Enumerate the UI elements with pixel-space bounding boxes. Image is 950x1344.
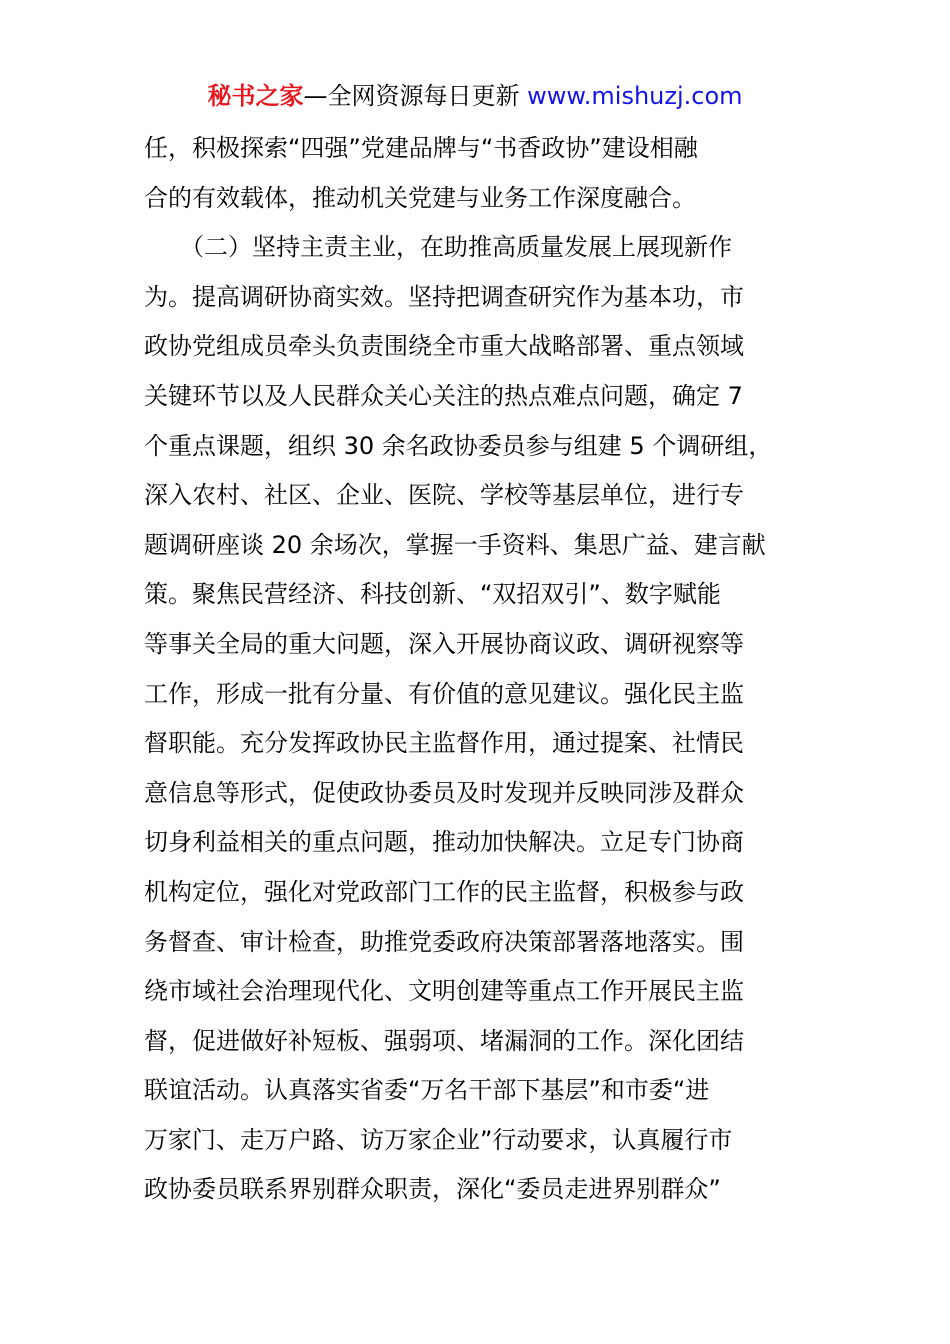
text-line: 关键环节以及人民群众关心关注的热点难点问题，确定 7 (144, 381, 743, 410)
site-header (0, 80, 950, 112)
text-line: 个重点课题，组织 30 余名政协委员参与组建 5 个调研组， (144, 431, 773, 460)
text-line: 合的有效载体，推动机关党建与业务工作深度融合。 (144, 183, 696, 212)
text-line: 为。提高调研协商实效。坚持把调查研究作为基本功，市 (144, 282, 744, 311)
text-line: 题调研座谈 20 余场次，掌握一手资料、集思广益、建言献 (144, 530, 766, 559)
document-body (144, 124, 824, 1215)
text-line: 任，积极探索“四强”党建品牌与“书香政协”建设相融 (144, 134, 698, 162)
text-line: 绕市域社会治理现代化、文明创建等重点工作开展民主监 (144, 977, 744, 1006)
text-line: （二）坚持主责主业，在助推高质量发展上展现新作 (144, 233, 732, 262)
text-line: 万家门、走万户路、访万家企业”行动要求，认真履行市 (144, 1125, 733, 1154)
text-line: 策。聚焦民营经济、科技创新、“双招双引”、数字赋能 (144, 580, 721, 609)
header-tagline: —全网资源每日更新 (303, 82, 528, 110)
text-line: 务督查、审计检查，助推党委政府决策部署落地落实。围 (144, 927, 744, 956)
text-line: 等事关全局的重大问题，深入开展协商议政、调研视察等 (144, 629, 744, 658)
text-line: 深入农村、社区、企业、医院、学校等基层单位，进行专 (144, 481, 744, 510)
text-line: 政协党组成员牵头负责围绕全市重大战略部署、重点领域 (144, 332, 744, 361)
text-line: 意信息等形式，促使政协委员及时发现并反映同涉及群众 (144, 778, 744, 807)
text-line: 督，促进做好补短板、强弱项、堵漏洞的工作。深化团结 (144, 1026, 744, 1055)
text-line: 联谊活动。认真落实省委“万名干部下基层”和市委“进 (144, 1076, 710, 1105)
text-line: 切身利益相关的重点问题，推动加快解决。立足专门协商 (144, 828, 744, 857)
brand-name: 秘书之家 (207, 82, 304, 110)
text-line: 政协委员联系界别群众职责，深化“委员走进界别群众” (144, 1175, 721, 1204)
site-url-link[interactable]: www.mishuzj.com (527, 82, 743, 110)
text-line: 机构定位，强化对党政部门工作的民主监督，积极参与政 (144, 877, 744, 906)
text-line: 督职能。充分发挥政协民主监督作用，通过提案、社情民 (144, 729, 744, 758)
text-line: 工作，形成一批有分量、有价值的意见建议。强化民主监 (144, 679, 744, 708)
